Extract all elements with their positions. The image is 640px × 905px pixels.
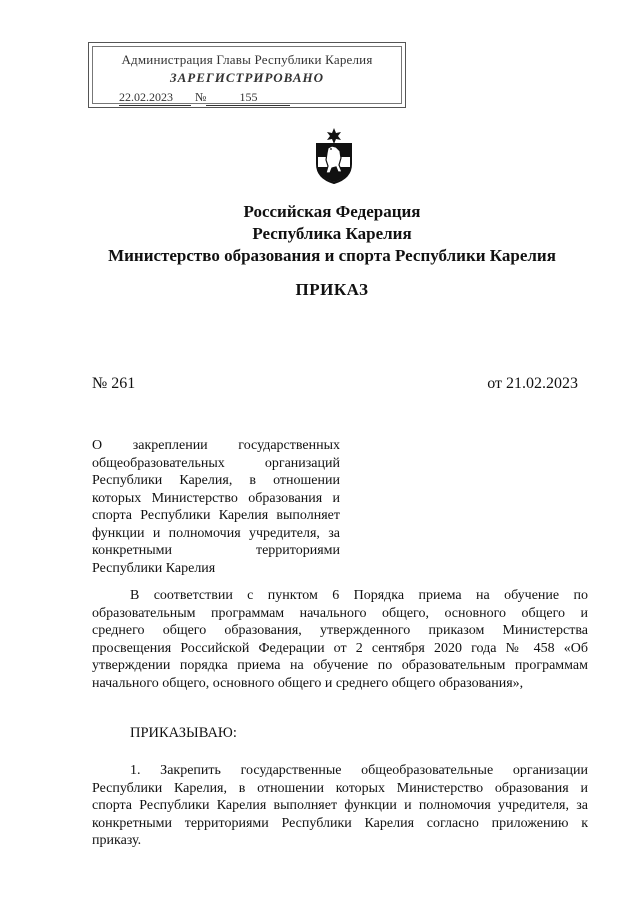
subject-line: Республики Карелия [92,560,216,576]
preamble-line: просвещения Российской Федерации от 2 сентября 2020 года № 458 «Об [92,640,588,656]
doc-type: ПРИКАЗ [295,280,369,299]
order-date: от 21.02.2023 [487,375,578,392]
order-subject [92,437,340,577]
preamble-line: В соответствии с пунктом 6 Порядка приема на обучение по [130,588,588,603]
header-federation: Российская Федерация [243,202,421,221]
stamp-date: 22.02.2023 [119,90,191,106]
stamp-number: 155 [206,90,290,106]
stamp-registered: ЗАРЕГИСТРИРОВАНО [169,70,325,85]
subject-line: функции и полномочия учредителя, за [92,525,340,541]
item-line: спорта Республики Карелия выполняет функции и полномочия учредителя, за [92,798,588,813]
subject-line: Республики Карелия, в отношении [92,473,340,488]
item-line: конкретными территориями Республики Карелия согласно приложению к [92,815,588,831]
subject-line: общеобразовательных организаций [92,455,340,471]
registration-stamp [88,42,406,108]
preamble-line: среднего общего образования, утвержденного приказом Министерства [92,623,588,638]
karelia-coat-of-arms-icon [314,128,354,184]
item-line: 1. Закрепить государственные общеобразовательные организации [130,763,588,778]
subject-line: О закреплении государственных [92,438,340,453]
header-ministry: Министерство образования и спорта Республики Карелия [108,246,556,265]
subject-line: которых Министерство образования и [92,490,340,506]
stamp-number-label: № [195,90,207,104]
order-item-1 [92,762,588,850]
subject-line: конкретными территориями [92,543,340,558]
preamble-paragraph [92,587,588,692]
item-line: приказу. [92,833,142,848]
order-word: ПРИКАЗЫВАЮ: [130,725,237,741]
preamble-line: образовательным программам начального общего, основного общего и [92,605,588,621]
subject-line: спорта Республики Карелия выполняет [92,508,340,523]
stamp-org: Администрация Главы Республики Карелия [121,52,373,67]
item-line: Республики Карелия, в отношении которых Министерство образования и [92,780,588,796]
preamble-line: утверждении порядка приема на обучение по образовательным программам [92,658,588,673]
header-republic: Республика Карелия [252,224,412,243]
stamp-reg-line [119,90,290,106]
order-number: № 261 [92,375,136,392]
preamble-line: начального общего, основного общего и среднего общего образования», [92,675,524,691]
